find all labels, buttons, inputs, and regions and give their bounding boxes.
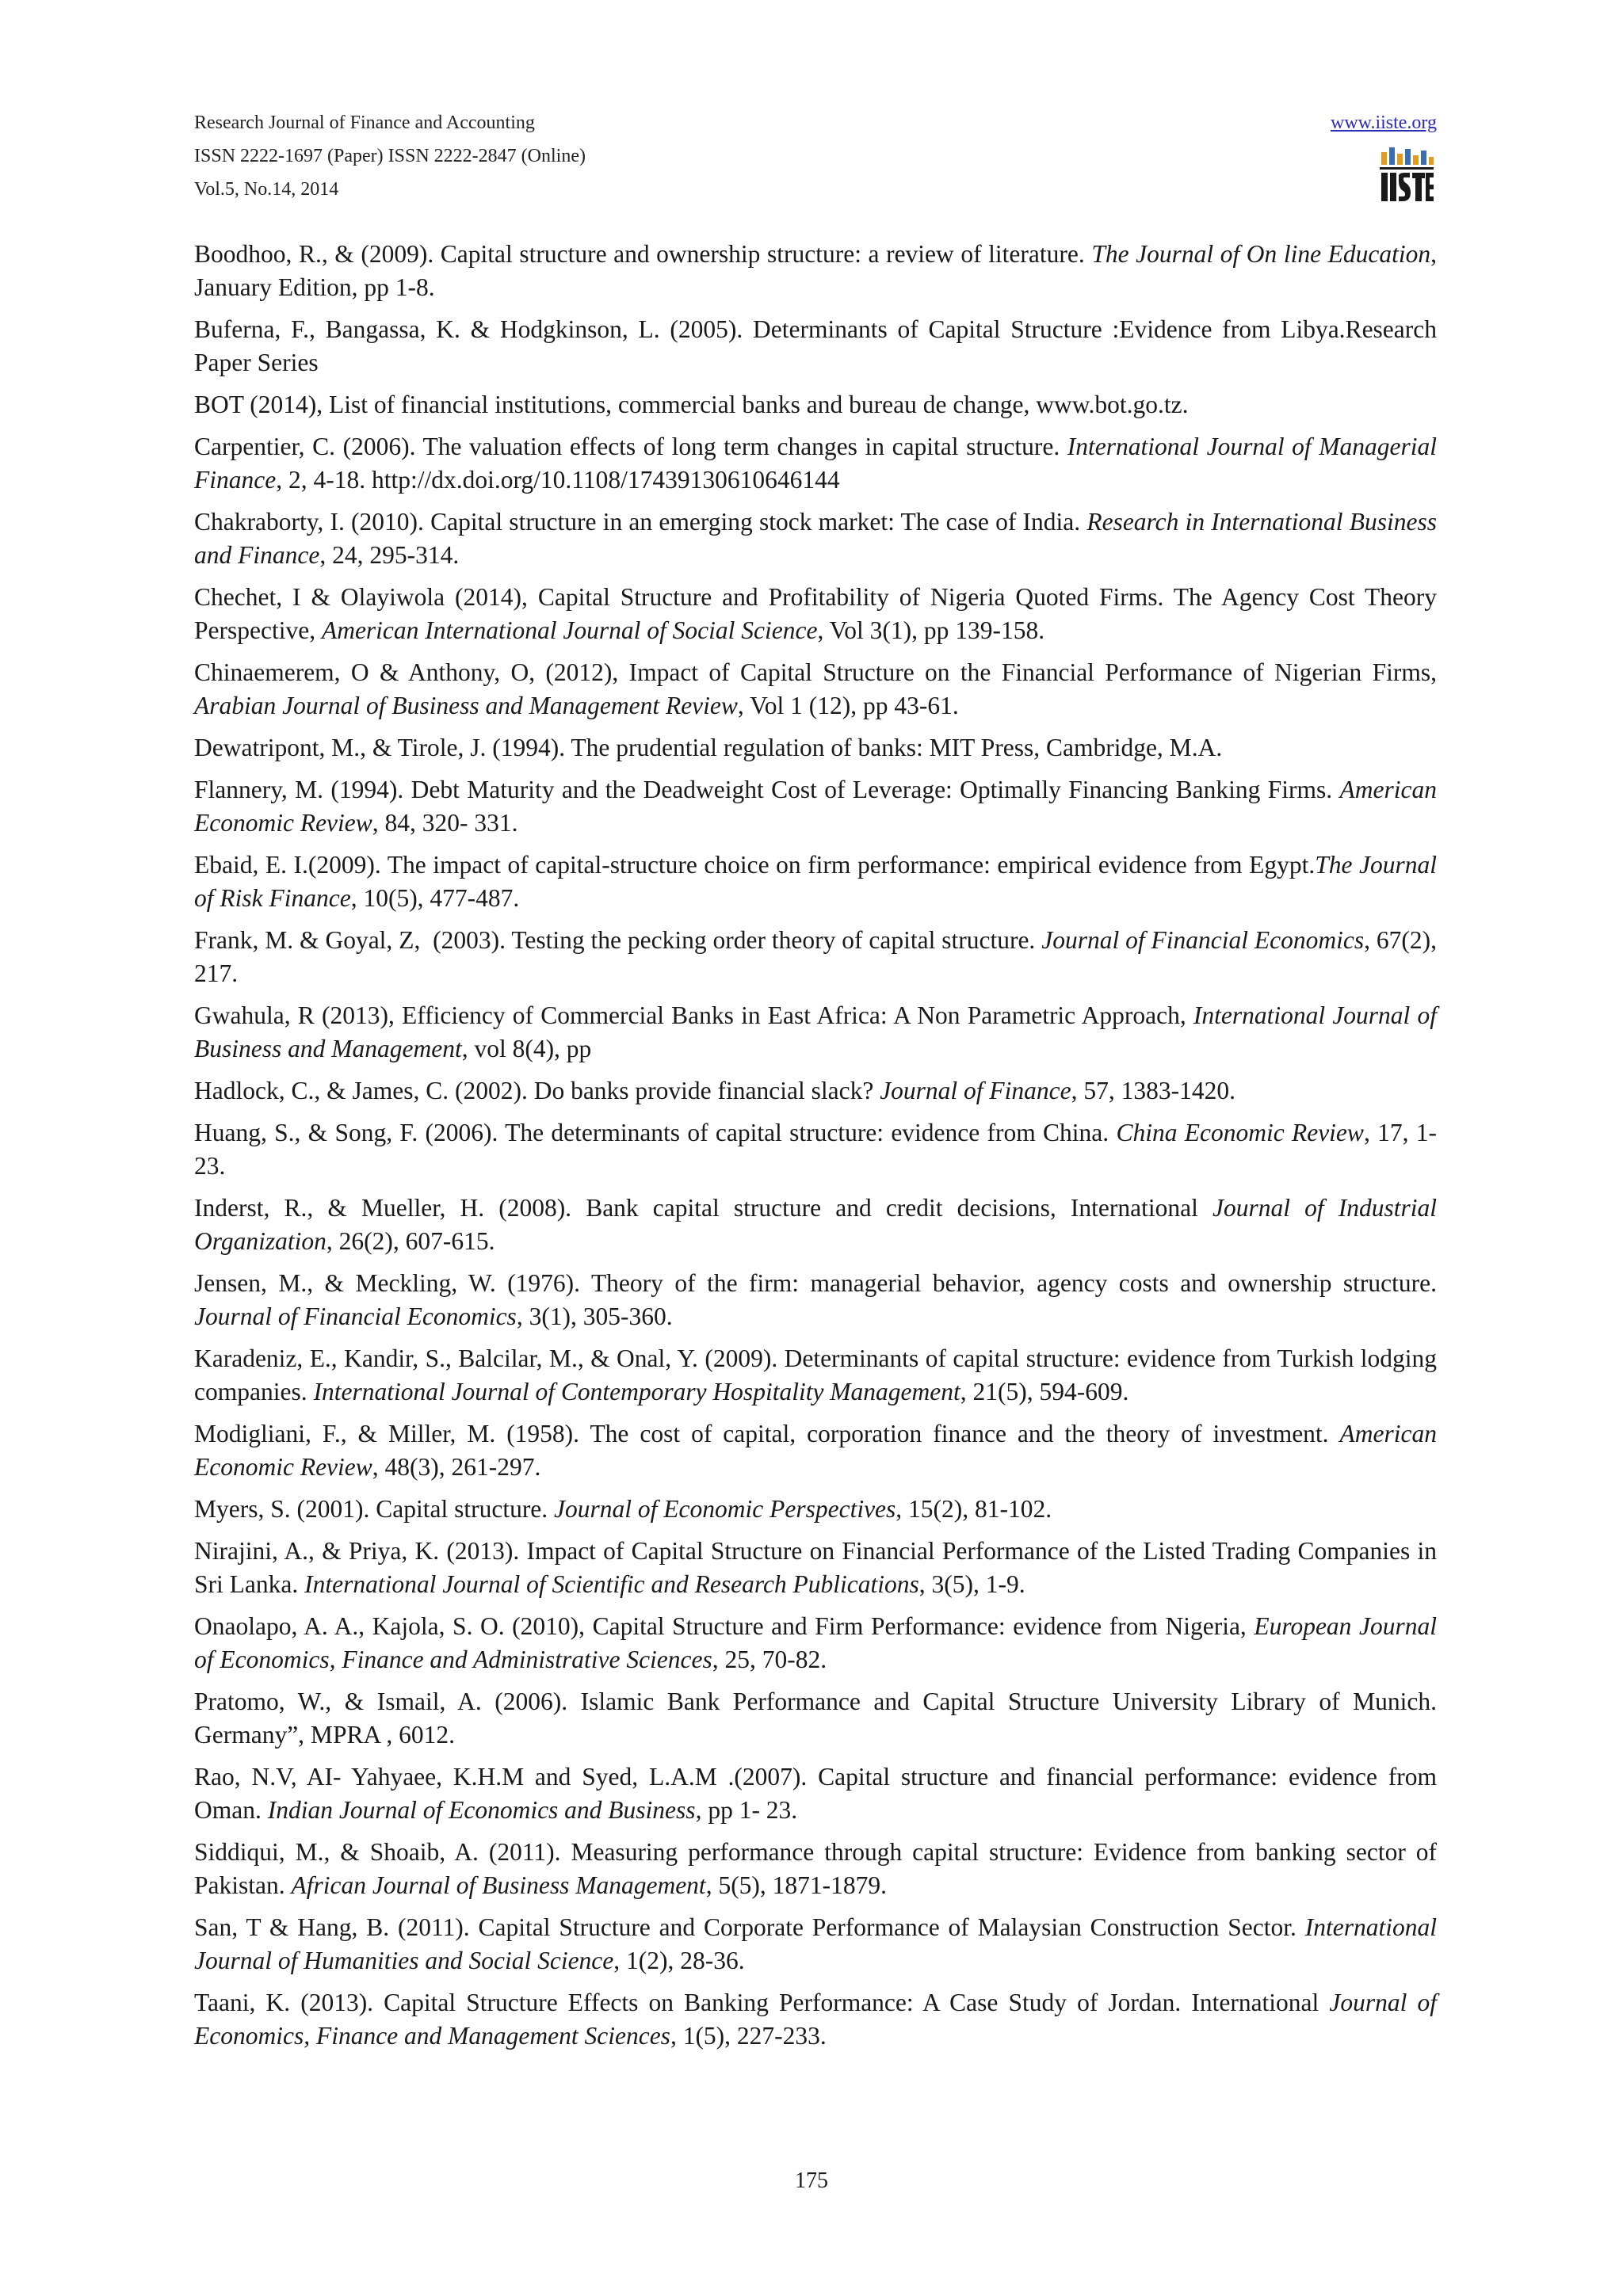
reference-text: Flannery, M. (1994). Debt Maturity and the Deadweight Cost of Leverage: Optimally Financing Banking Firms. <box>194 776 1340 803</box>
reference-text: Siddiqui, M., & Shoaib, A. (2011). Measuring performance through capital structure: Evidence from banking sector of Pakistan. <box>194 1838 1437 1899</box>
reference-text: Taani, K. (2013). Capital Structure Effects on Banking Performance: A Case Study of Jordan. International <box>194 1989 1330 2016</box>
reference-text: Karadeniz, E., Kandir, S., Balcilar, M., & Onal, Y. (2009). Determinants of capital structure: evidence from Turkish lodging companies. <box>194 1344 1437 1405</box>
reference-journal: International Journal of Managerial Finance <box>194 433 1437 494</box>
reference-entry <box>194 1267 1437 1333</box>
reference-text: Rao, N.V, AI- Yahyaee, K.H.M and Syed, L.A.M .(2007). Capital structure and financial performance: evidence from Oman. <box>194 1763 1437 1824</box>
reference-list <box>194 238 1437 2061</box>
reference-journal: Journal of Economics, Finance and Management Sciences <box>194 1989 1437 2050</box>
reference-details: , vol 8(4), pp <box>461 1035 592 1062</box>
reference-text: Carpentier, C. (2006). The valuation effects of long term changes in capital structure. <box>194 433 1067 460</box>
reference-details: , 26(2), 607-615. <box>326 1227 495 1255</box>
reference-entry <box>194 1192 1437 1258</box>
page-number: 175 <box>795 2168 828 2193</box>
iiste-logo <box>1378 146 1435 204</box>
reference-entry <box>194 1535 1437 1601</box>
reference-details: , January Edition, pp 1-8. <box>194 240 1438 301</box>
reference-entry <box>194 1116 1437 1183</box>
reference-text: Frank, M. & Goyal, Z, (2003). Testing the pecking order theory of capital structure. <box>194 926 1042 954</box>
reference-journal: International Journal of Humanities and Social Science <box>194 1913 1437 1974</box>
reference-entry <box>194 1493 1437 1526</box>
reference-details: , pp 1- 23. <box>695 1796 798 1824</box>
reference-journal: International Journal of Business and Management <box>194 1001 1438 1062</box>
reference-text: Huang, S., & Song, F. (2006). The determinants of capital structure: evidence from China. <box>194 1119 1117 1146</box>
reference-entry <box>194 1417 1437 1484</box>
volume-line: Vol.5, No.14, 2014 <box>194 179 339 200</box>
reference-journal: American Economic Review <box>194 1420 1437 1481</box>
issn-line: ISSN 2222-1697 (Paper) ISSN 2222-2847 (Online) <box>194 146 586 166</box>
reference-text: Dewatripont, M., & Tirole, J. (1994). The prudential regulation of banks: MIT Press, Cambridge, M.A. <box>194 734 1223 761</box>
reference-details: , 17, 1-23. <box>194 1119 1437 1180</box>
reference-journal: Journal of Industrial Organization <box>194 1194 1437 1255</box>
reference-details: , 2, 4-18. http://dx.doi.org/10.1108/17439130610646144 <box>276 466 840 494</box>
reference-journal: Research in International Business and Finance <box>194 508 1437 569</box>
reference-text: Inderst, R., & Mueller, H. (2008). Bank capital structure and credit decisions, International <box>194 1194 1212 1222</box>
reference-entry <box>194 924 1437 990</box>
reference-entry <box>194 1836 1437 1902</box>
reference-text: Modigliani, F., & Miller, M. (1958). The cost of capital, corporation finance and the theory of investment. <box>194 1420 1340 1447</box>
reference-text: Ebaid, E. I.(2009). The impact of capital-structure choice on firm performance: empirical evidence from Egypt. <box>194 851 1316 879</box>
reference-details: , 84, 320- 331. <box>372 809 518 837</box>
page-header <box>194 111 1437 214</box>
reference-details: , 1(2), 28-36. <box>613 1947 745 1974</box>
reference-entry <box>194 1342 1437 1409</box>
reference-journal: European Journal of Economics, Finance and Administrative Sciences <box>194 1612 1437 1673</box>
reference-entry <box>194 430 1437 497</box>
reference-text: Chakraborty, I. (2010). Capital structure in an emerging stock market: The case of India. <box>194 508 1087 536</box>
reference-text: Nirajini, A., & Priya, K. (2013). Impact of Capital Structure on Financial Performance of the Listed Trading Companies in Sri Lanka. <box>194 1537 1437 1598</box>
reference-journal: Journal of Financial Economics <box>194 1302 517 1330</box>
reference-journal: African Journal of Business Management <box>291 1871 706 1899</box>
reference-text: Chinaemerem, O & Anthony, O, (2012), Impact of Capital Structure on the Financial Performance of Nigerian Firms, <box>194 658 1437 686</box>
reference-text: San, T & Hang, B. (2011). Capital Structure and Corporate Performance of Malaysian Construction Sector. <box>194 1913 1305 1941</box>
website-link[interactable]: www.iiste.org <box>1331 113 1437 133</box>
reference-details: , 25, 70-82. <box>712 1646 827 1673</box>
reference-details: , 5(5), 1871-1879. <box>705 1871 888 1899</box>
reference-details: , Vol 1 (12), pp 43-61. <box>737 692 959 719</box>
reference-details: , 48(3), 261-297. <box>372 1453 541 1481</box>
reference-details: , 57, 1383-1420. <box>1071 1077 1236 1104</box>
reference-text: Chechet, I & Olayiwola (2014), Capital Structure and Profitability of Nigeria Quoted Firms. The Agency Cost Theory Perspective, <box>194 583 1437 644</box>
reference-details: , 24, 295-314. <box>319 541 460 569</box>
reference-journal: Journal of Financial Economics <box>1041 926 1365 954</box>
reference-details: , 10(5), 477-487. <box>350 884 520 912</box>
reference-entry <box>194 656 1437 723</box>
reference-details: , 3(5), 1-9. <box>918 1570 1025 1598</box>
reference-journal: The Journal of On line Education <box>1091 240 1431 268</box>
reference-entry <box>194 773 1437 840</box>
reference-journal: American Economic Review <box>194 776 1437 837</box>
reference-text: Buferna, F., Bangassa, K. & Hodgkinson, L. (2005). Determinants of Capital Structure :Evidence from Libya.Research Paper Series <box>194 315 1437 376</box>
reference-journal: International Journal of Scientific and Research Publications <box>304 1570 919 1598</box>
reference-entry <box>194 731 1437 765</box>
reference-details: , 67(2), 217. <box>194 926 1437 987</box>
reference-journal: International Journal of Contemporary Hospitality Management <box>313 1378 960 1405</box>
reference-text: Jensen, M., & Meckling, W. (1976). Theory of the firm: managerial behavior, agency costs and ownership structure. <box>194 1269 1437 1297</box>
reference-journal: China Economic Review <box>1116 1119 1364 1146</box>
reference-entry <box>194 999 1437 1066</box>
reference-journal: American International Journal of Social Science <box>321 616 818 644</box>
reference-entry <box>194 1685 1437 1752</box>
reference-journal: The Journal of Risk Finance <box>194 851 1437 912</box>
reference-text: Gwahula, R (2013), Efficiency of Commercial Banks in East Africa: A Non Parametric Approach, <box>194 1001 1193 1029</box>
reference-journal: Journal of Finance <box>880 1077 1071 1104</box>
reference-text: Hadlock, C., & James, C. (2002). Do banks provide financial slack? <box>194 1077 880 1104</box>
reference-details: , 3(1), 305-360. <box>516 1302 673 1330</box>
reference-text: Myers, S. (2001). Capital structure. <box>194 1495 555 1523</box>
reference-text: Onaolapo, A. A., Kajola, S. O. (2010), Capital Structure and Firm Performance: evidence from Nigeria, <box>194 1612 1254 1640</box>
reference-entry <box>194 849 1437 915</box>
reference-journal: Arabian Journal of Business and Management Review <box>194 692 738 719</box>
reference-text: BOT (2014), List of financial institutions, commercial banks and bureau de change, www.bot.go.tz. <box>194 391 1189 418</box>
journal-name: Research Journal of Finance and Accounting <box>194 113 535 133</box>
reference-text: Boodhoo, R., & (2009). Capital structure and ownership structure: a review of literature. <box>194 240 1092 268</box>
reference-details: , 1(5), 227-233. <box>670 2022 827 2050</box>
reference-entry <box>194 1986 1437 2053</box>
reference-journal: Indian Journal of Economics and Business <box>267 1796 696 1824</box>
reference-text: Pratomo, W., & Ismail, A. (2006). Islamic Bank Performance and Capital Structure University Library of Munich. Germany”, MPRA , 6012. <box>194 1688 1437 1749</box>
reference-details: , 21(5), 594-609. <box>960 1378 1129 1405</box>
reference-entry <box>194 1074 1437 1108</box>
reference-entry <box>194 1911 1437 1978</box>
reference-entry <box>194 313 1437 379</box>
reference-entry <box>194 388 1437 421</box>
reference-entry <box>194 1760 1437 1827</box>
reference-entry <box>194 581 1437 647</box>
reference-details: , 15(2), 81-102. <box>896 1495 1052 1523</box>
reference-details: , Vol 3(1), pp 139-158. <box>817 616 1045 644</box>
reference-entry <box>194 238 1437 304</box>
reference-entry <box>194 505 1437 572</box>
reference-journal: Journal of Economic Perspectives <box>554 1495 896 1523</box>
reference-entry <box>194 1610 1437 1676</box>
